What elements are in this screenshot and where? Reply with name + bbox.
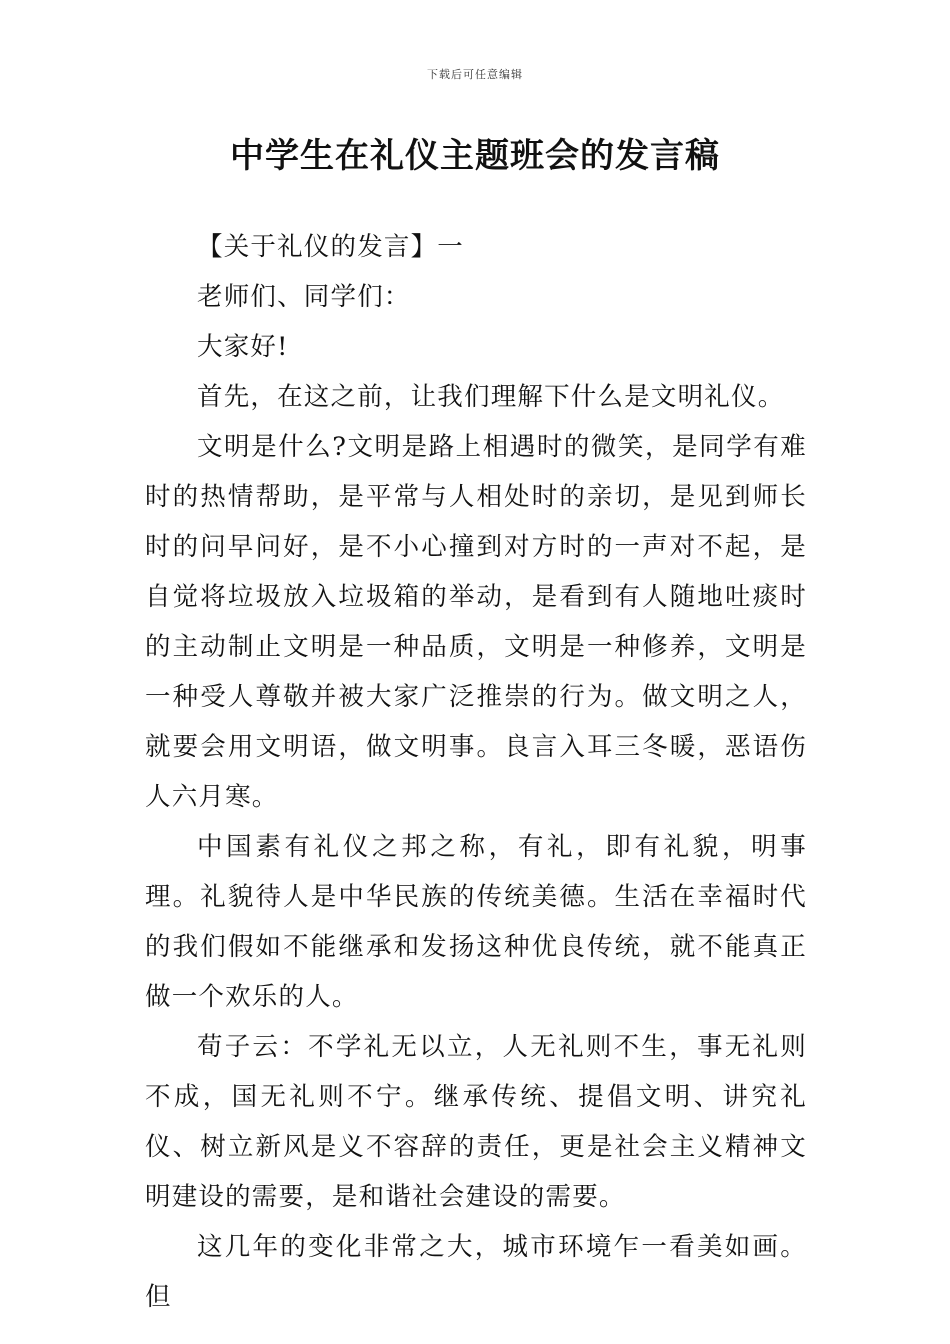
paragraph-civilization: 文明是什么?文明是路上相遇时的微笑，是同学有难时的热情帮助，是平常与人相处时的亲切，是见到师长时的问早问好，是不小心撞到对方时的一声对不起，是自觉将垃圾放入垃圾箱的举动，是看到有人随地吐痰时的主动制止文明是一种品质，文明是一种修养，文明是一种受人尊敬并被大家广泛推崇的行为。做文明之人，就要会用文明语，做文明事。良言入耳三冬暖，恶语伤人六月寒。 (145, 432, 807, 812)
document-title: 中学生在礼仪主题班会的发言稿 (230, 136, 720, 176)
paragraph-etiquette-nation: 中国素有礼仪之邦之称，有礼，即有礼貌，明事理。礼貌待人是中华民族的传统美德。生活在幸福时代的我们假如不能继承和发扬这种优良传统，就不能真正做一个欢乐的人。 (145, 832, 807, 1012)
document-body (145, 222, 807, 1322)
paragraph-xunzi: 荀子云：不学礼无以立，人无礼则不生，事无礼则不成，国无礼则不宁。继承传统、提倡文明、讲究礼仪、树立新风是义不容辞的责任，更是社会主义精神文明建设的需要，是和谐社会建设的需要。 (145, 1032, 807, 1212)
paragraph-greeting: 大家好! (197, 332, 289, 362)
header-note: 下载后可任意编辑 (427, 68, 523, 81)
paragraph-intro: 首先，在这之前，让我们理解下什么是文明礼仪。 (197, 382, 785, 412)
paragraph-salutation: 老师们、同学们： (197, 282, 411, 312)
paragraph-changes: 这几年的变化非常之大，城市环境乍一看美如画。但 (145, 1232, 807, 1312)
paragraph-heading: 【关于礼仪的发言】一 (197, 232, 465, 262)
